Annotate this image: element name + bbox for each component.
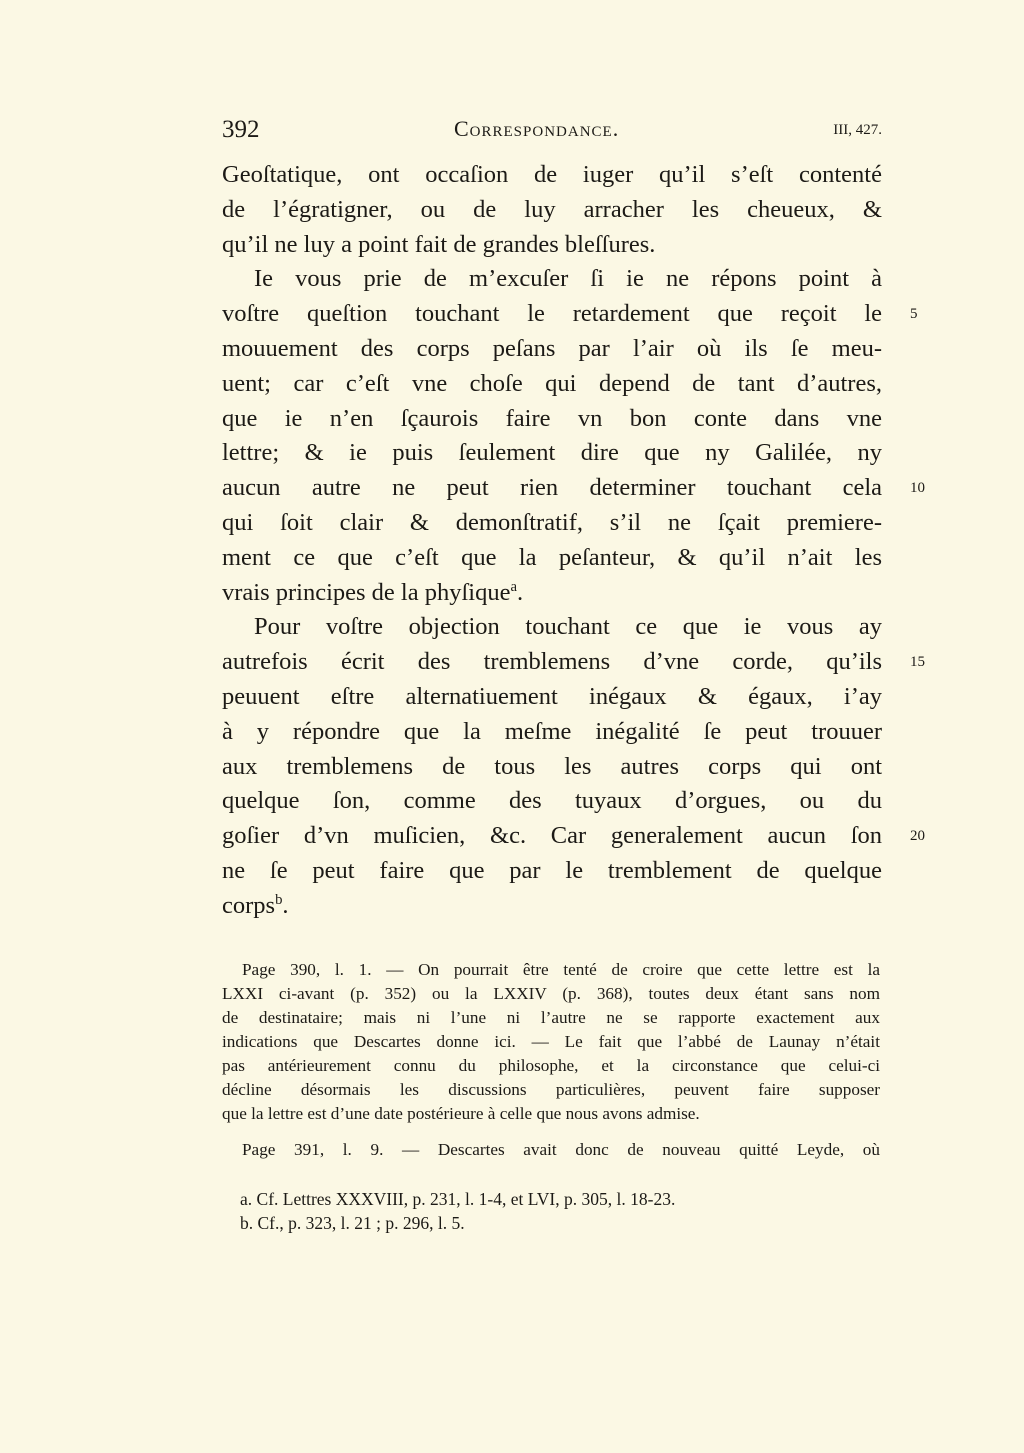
body-line	[222, 610, 882, 645]
note-line: décline désormais les discussions particulières, peuvent faire supposer	[222, 1080, 880, 1099]
line-text: goſier d’vn muſicien, &c. Car generalement aucun ſon	[222, 822, 882, 850]
line-text: lettre; & ie puis ſeulement dire que ny Galilée, ny	[222, 439, 882, 467]
body-line	[222, 262, 882, 297]
body-line	[222, 332, 882, 367]
footnote-marker-a: a	[510, 578, 518, 595]
footnote-b: b. Cf., p. 323, l. 21 ; p. 296, l. 5.	[240, 1213, 465, 1233]
editorial-notes	[222, 958, 880, 1162]
note-line: LXXI ci-avant (p. 352) ou la LXXIV (p. 368), toutes deux étant sans nom	[222, 984, 880, 1003]
line-number: 5	[910, 306, 918, 323]
body-line	[222, 680, 882, 715]
body-line	[222, 436, 882, 471]
page-number: 392	[222, 116, 260, 143]
body-line	[222, 471, 925, 506]
letter-body	[222, 158, 925, 924]
line-text: que ie n’en ſçaurois faire vn bon conte dans vne	[222, 404, 882, 432]
line-text: vrais principes de la phyſique	[222, 578, 511, 606]
line-number: 15	[910, 654, 925, 671]
body-line	[222, 645, 925, 680]
line-text: qui ſoit clair & demonſtratif, s’il ne ſçait premiere-	[222, 508, 882, 536]
body-line	[222, 854, 882, 889]
volume-reference: III, 427.	[833, 122, 882, 138]
page-header	[222, 116, 882, 146]
body-line	[222, 541, 882, 576]
body-line	[222, 819, 925, 854]
line-number: 10	[910, 480, 925, 497]
body-line	[222, 158, 882, 193]
note-line: de destinataire; mais ni l’une ni l’autre ne se rapporte exactement aux	[222, 1008, 880, 1027]
note-line: Page 391, l. 9. — Descartes avait donc de nouveau quitté Leyde, où	[242, 1140, 880, 1159]
line-text: uent; car c’eſt vne choſe qui depend de tant d’autres,	[222, 369, 882, 397]
note-spacer	[222, 1126, 880, 1138]
line-text: aux tremblemens de tous les autres corps qui ont	[222, 752, 882, 780]
line-punctuation: .	[282, 891, 289, 919]
line-text: ne ſe peut faire que par le tremblement de quelque	[222, 856, 882, 884]
line-text: qu’il ne luy a point fait de grandes bleſſures.	[222, 230, 656, 258]
body-line	[222, 784, 882, 819]
footnote-a: a. Cf. Lettres XXXVIII, p. 231, l. 1-4, et LVI, p. 305, l. 18-23.	[240, 1189, 676, 1209]
line-number: 20	[910, 828, 925, 845]
body-line	[222, 576, 882, 611]
body-line	[222, 402, 882, 437]
line-text: aucun autre ne peut rien determiner touchant cela	[222, 474, 882, 502]
line-text: ment ce que c’eſt que la peſanteur, & qu’il n’ait les	[222, 543, 882, 571]
note-line: Page 390, l. 1. — On pourrait être tenté de croire que cette lettre est la	[242, 960, 880, 979]
line-text: mouuement des corps peſans par l’air où ils ſe meu-	[222, 334, 882, 362]
body-line	[222, 506, 882, 541]
line-text: à y répondre que la meſme inégalité ſe peut trouuer	[222, 717, 882, 745]
line-text: voſtre queſtion touchant le retardement que reçoit le	[222, 300, 882, 328]
line-punctuation: .	[517, 578, 524, 606]
note-line: pas antérieurement connu du philosophe, et la circonstance que celui-ci	[222, 1056, 880, 1075]
footnote-references	[240, 1187, 860, 1235]
running-title: Correspondance.	[454, 116, 620, 141]
line-text: corps	[222, 891, 276, 919]
body-line	[222, 297, 918, 332]
note-line: indications que Descartes donne ici. — Le fait que l’abbé de Launay n’était	[222, 1032, 880, 1051]
line-text: quelque ſon, comme des tuyaux d’orgues, ou du	[222, 787, 882, 815]
line-text: Pour voſtre objection touchant ce que ie vous ay	[254, 613, 882, 641]
body-line	[222, 367, 882, 402]
line-text: de l’égratigner, ou de luy arracher les cheueux, &	[222, 195, 882, 223]
line-text: Ie vous prie de m’excuſer ſi ie ne répons point à	[254, 265, 882, 293]
body-line	[222, 228, 882, 263]
body-line	[222, 715, 882, 750]
footnote-marker-b: b	[275, 891, 283, 908]
note-line: que la lettre est d’une date postérieure à celle que nous avons admise.	[222, 1104, 700, 1123]
body-line	[222, 193, 882, 228]
line-text: autrefois écrit des tremblemens d’vne corde, qu’ils	[222, 648, 882, 676]
body-line	[222, 750, 882, 785]
line-text: peuuent eſtre alternatiuement inégaux & égaux, i’ay	[222, 682, 882, 710]
body-line	[222, 889, 882, 924]
line-text: Geoſtatique, ont occaſion de iuger qu’il s’eſt contenté	[222, 161, 882, 188]
